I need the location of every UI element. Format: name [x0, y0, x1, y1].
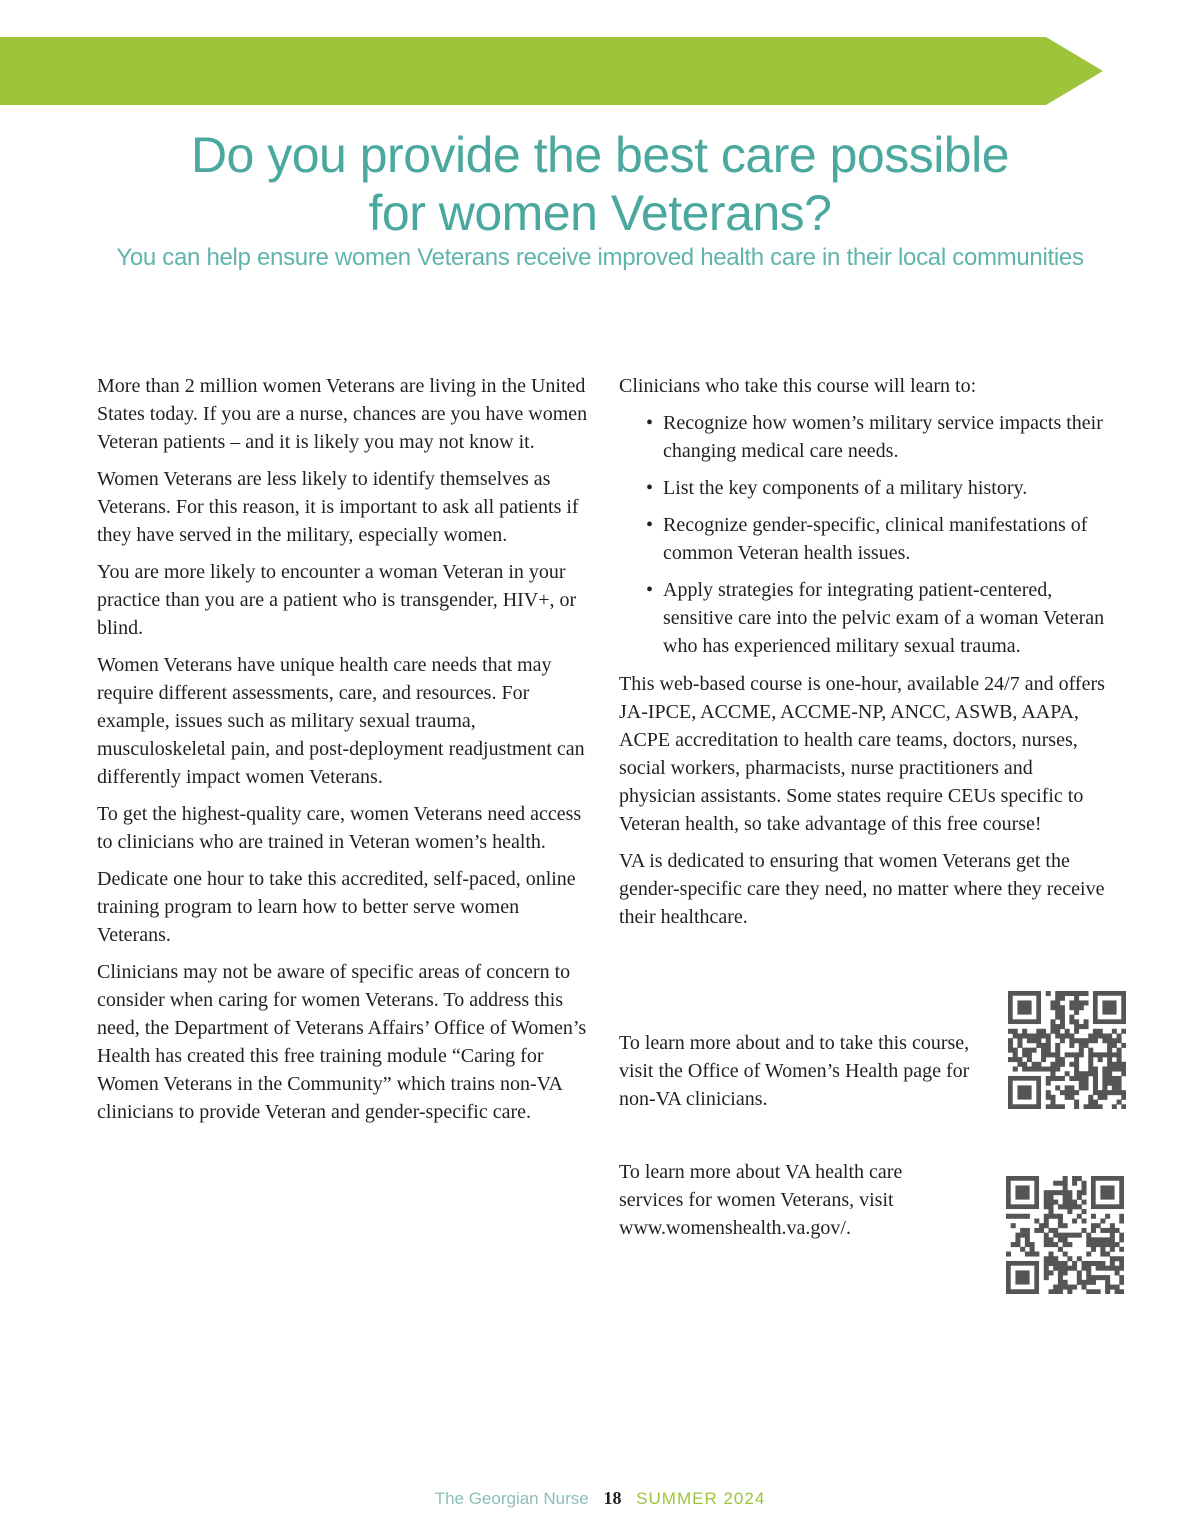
- list-item-text: List the key components of a military history.: [663, 477, 1028, 499]
- page-number: 18: [603, 1488, 622, 1508]
- publication-name: The Georgian Nurse: [434, 1489, 589, 1508]
- bullet-icon: •: [646, 514, 654, 536]
- body-paragraph: Women Veterans have unique health care needs that may require different assessments, care, and resources. For example, issues such as military sexual trauma, musculoskeletal pain, and post-deployment readjustment can differently impact women Veterans.: [97, 654, 585, 788]
- qr-info-text-course: To learn more about and to take this course, visit the Office of Women’s Health page for non-VA clinicians.: [619, 1032, 970, 1110]
- qr-code-services[interactable]: [1006, 1176, 1124, 1299]
- page-subtitle: You can help ensure women Veterans receive improved health care in their local communities: [116, 244, 1084, 271]
- bullet-icon: •: [646, 477, 654, 499]
- body-paragraph: More than 2 million women Veterans are living in the United States today. If you are a nurse, chances are you have women Veteran patients – and it is likely you may not know it.: [97, 375, 588, 453]
- body-paragraph: Clinicians may not be aware of specific areas of concern to consider when caring for women Veterans. To address this need, the Department of Veterans Affairs’ Office of Women’s Health has created this free training module “Caring for Women Veterans in the Community” which trains non-VA clinicians to provide Veteran and gender-specific care.: [97, 961, 587, 1123]
- banner-arrow: [0, 37, 1103, 105]
- qr-code-icon: [1008, 991, 1126, 1109]
- right-column: [619, 372, 1107, 940]
- qr-info-text-services: To learn more about VA health care services for women Veterans, visit www.womenshealth.va.gov/.: [619, 1161, 903, 1239]
- body-paragraph: VA is dedicated to ensuring that women Veterans get the gender-specific care they need, no matter where they receive their healthcare.: [619, 850, 1105, 928]
- list-item-text: Apply strategies for integrating patient-centered, sensitive care into the pelvic exam of a woman Veteran who has experienced military sexual trauma.: [663, 579, 1105, 657]
- title-line-2: for women Veterans?: [368, 185, 832, 241]
- qr-code-course[interactable]: [1008, 991, 1126, 1114]
- body-paragraph: This web-based course is one-hour, available 24/7 and offers JA-IPCE, ACCME, ACCME-NP, ANCC, ASWB, AAPA, ACPE accreditation to health care teams, doctors, nurses, social workers, pharmacists, nurse practitioners and physician assistants. Some states require CEUs specific to Veteran health, so take advantage of this free course!: [619, 673, 1105, 835]
- body-paragraph: To get the highest-quality care, women Veterans need access to clinicians who are trained in Veteran women’s health.: [97, 803, 582, 853]
- title-line-1: Do you provide the best care possible: [190, 127, 1010, 183]
- page-title: [0, 126, 1200, 242]
- list-item: [619, 576, 1107, 660]
- issue-date: SUMMER 2024: [636, 1489, 766, 1508]
- list-item: [619, 409, 1107, 465]
- list-item: [619, 511, 1107, 567]
- qr-code-icon: [1006, 1176, 1124, 1294]
- list-item-text: Recognize gender-specific, clinical manifestations of common Veteran health issues.: [663, 514, 1088, 564]
- bullet-icon: •: [646, 412, 654, 434]
- learning-objectives-list: [619, 409, 1107, 660]
- list-item-text: Recognize how women’s military service impacts their changing medical care needs.: [663, 412, 1103, 462]
- body-paragraph: Women Veterans are less likely to identify themselves as Veterans. For this reason, it is important to ask all patients if they have served in the military, especially women.: [97, 468, 579, 546]
- body-paragraph: Dedicate one hour to take this accredited, self-paced, online training program to learn how to better serve women Veterans.: [97, 868, 576, 946]
- left-column: [97, 372, 589, 1135]
- bullet-icon: •: [646, 579, 654, 601]
- course-intro: Clinicians who take this course will learn to:: [619, 375, 977, 397]
- list-item: [619, 474, 1107, 502]
- body-paragraph: You are more likely to encounter a woman Veteran in your practice than you are a patient who is transgender, HIV+, or blind.: [97, 561, 577, 639]
- header-banner: [0, 37, 1103, 105]
- page-footer: [0, 1486, 1200, 1511]
